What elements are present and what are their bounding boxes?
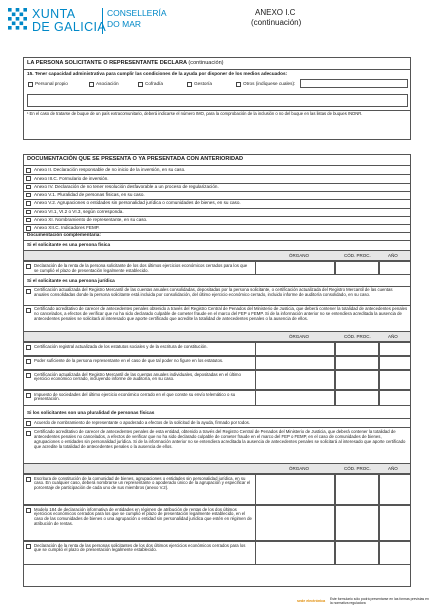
physical-organ-field[interactable] — [255, 261, 335, 275]
col-organ-3: ÓRGANO — [289, 466, 310, 471]
plural-doc-code-field[interactable] — [335, 505, 379, 541]
annex-checkbox[interactable] — [26, 193, 31, 198]
annex-checkbox[interactable] — [26, 176, 31, 181]
logo-divider — [102, 8, 103, 34]
section2-title: DOCUMENTACIÓN QUE SE PRESENTA O YA PRESENTADA CON ANTERIORIDAD — [27, 156, 244, 162]
option-others-checkbox[interactable] — [236, 82, 241, 87]
legal-doc-text: Poder suficiente de la persona representante en el caso de que tal poder no figure en los estatutos. — [34, 357, 224, 363]
annex-checkbox[interactable] — [26, 226, 31, 231]
physical-income-checkbox[interactable] — [26, 264, 31, 269]
legal-doc-organ-field[interactable] — [255, 356, 335, 370]
option-association-checkbox[interactable] — [89, 82, 94, 87]
option-others-label: Otros (indíquese cuales): — [243, 81, 296, 86]
legal-doc-checkbox[interactable] — [26, 393, 31, 398]
plural-penal-text: Certificado acreditativo de carecer de antecedentes penales de esta entidad, obtenido a través del Registro Central de Penados del Ministerio de Justicia, que deberá contener la totalidad de antecedentes penales no cancelados, a efectos de verificar que no ha sido declarado culpable de cometer fraude en el marco del FEP o FEMP, en el caso de comunidades de bienes, agrupaciones o entidades sin personalidad jurídica. Si de la información anterior no se entendiera acreditada la ausencia de antecedentes penales se solicitará al interesado que aporte certificado que acredite la totalidad de antecedentes penales o la ausencia de ellos. — [34, 429, 406, 449]
annex-label: Anexo VI.1, VI.2 o VI.3, según corresponda. — [34, 208, 124, 214]
dept-line2: DO MAR — [107, 19, 141, 29]
plural-doc-text: Escritura de constitución de la comunidad de bienes, agrupaciones o entidades sin personalidad jurídica, en su caso. En cualquier caso, deberá nombrarse un representante o apoderado único de la agrupación y especificar el porcentaje de participación de cada uno de sus miembros (anexo V.2). — [34, 475, 251, 491]
option-association-label: Asociación — [96, 81, 119, 86]
capacity-question: 15. Tener capacidad administrativa para cumplir las condiciones de la ayuda por disponer de los medios adecuados: — [27, 71, 288, 76]
legal-doc-year-field[interactable] — [379, 390, 411, 406]
legal-doc-year-field[interactable] — [379, 342, 411, 356]
option-cofradia-label: Cofradía — [145, 81, 163, 86]
col-code-3: CÓD. PROC. — [344, 466, 371, 471]
plural-doc-code-field[interactable] — [335, 541, 379, 565]
option-cofradia-checkbox[interactable] — [138, 82, 143, 87]
footer-note: Este formulario sólo podrá presentarse en las formas previstas en la normativa reguladora — [330, 597, 429, 605]
annex-label: Anexo V.2. Agrupaciones o entidades sin personalidad jurídica o comunidades de bienes, en su caso. — [34, 200, 241, 206]
plural-doc-code-field[interactable] — [335, 474, 379, 505]
plural-doc-text: Modelo 184 de declaración informativa de entidades en régimen de atribución de rentas de los dos últimos ejercicios económicos cerrados para los que se cumplió el plazo de presentación legalmente establecido, en el caso de las comunidades de bienes o una agrupación o entidad sin personalidad jurídica que estén en régimen de atribución de rentas. — [34, 506, 252, 527]
plural-penal-checkbox[interactable] — [26, 431, 31, 436]
physical-income-text: Declaración de la renta de la persona solicitante de los dos últimos ejercicios económicos cerrados para los que se cumplió el plazo de presentación legalmente establecido. — [34, 263, 248, 273]
plural-doc-checkbox[interactable] — [26, 544, 31, 549]
legal-doc-year-field[interactable] — [379, 356, 411, 370]
annex-label: Anexo XII.C. Indicadores FEMP. — [34, 225, 100, 231]
col-code-2: CÓD. PROC. — [344, 334, 371, 339]
imo-footnote: ¹ En el caso de tratarse de buque de un país extracomunitario, deberá indicarse el número IMO, para la comprobación de la inclusión o no del buque en las listas de buques INDNR. — [27, 111, 363, 116]
option-gestoria-checkbox[interactable] — [187, 82, 192, 87]
legal-doc-code-field[interactable] — [335, 342, 379, 356]
legal-penal-text: Certificado acreditativo de carecer de antecedentes penales obtenido a través del Registro Central de Penados del Ministerio de Justicia, que deberá contener la totalidad de antecedentes penales no cancelados, a efectos de verificar que no ha sido declarado culpable de cometer fraude en el marco del FEP o FEMP. Si de la información anterior no se entendiera acreditada la ausencia de antecedentes penales se solicitará al interesado que aporte certificado que acredite la totalidad de antecedentes penales o la ausencia de ellos. — [34, 306, 408, 321]
annex-label: Anexo IV. Declaración de no tener resolución desfavorable a un proceso de regularización. — [34, 183, 219, 189]
plural-subtitle: Si los solicitantes son una pluralidad de personas físicas — [27, 410, 155, 415]
legal-doc-code-field[interactable] — [335, 356, 379, 370]
annex-checkbox[interactable] — [26, 185, 31, 190]
legal-doc-checkbox[interactable] — [26, 359, 31, 364]
legal-doc-organ-field[interactable] — [255, 390, 335, 406]
plural-doc-organ-field[interactable] — [255, 474, 335, 505]
plural-doc-year-field[interactable] — [379, 505, 411, 541]
legal-doc-code-field[interactable] — [335, 370, 379, 390]
sede-badge: sede electrónica — [297, 599, 326, 603]
plural-doc-text: Declaración de la renta de las personas solicitantes de los dos últimos ejercicios económicos cerrados para los que se cumplió el plazo de presentación legalmente establecido. — [34, 542, 246, 553]
plural-agreement-checkbox[interactable] — [26, 421, 31, 426]
plural-doc-checkbox[interactable] — [26, 477, 31, 482]
physical-code-field[interactable] — [335, 261, 379, 275]
annex-label: Anexo V.1. Pluralidad de personas físicas, en su caso. — [34, 192, 145, 198]
legal-accounts-text: Certificación actualizada del Registro Mercantil de las cuentas anuales consolidadas, depositadas por la persona solicitante, o certificación actualizada del Registro Mercantil de las cuentas anuales consolidadas donde la persona solicitante está incluida por consolidación, del último ejercicio económico cerrado, incluido informe de auditoría consolidado, en su caso. — [34, 287, 393, 297]
capacity-free-field[interactable] — [27, 94, 408, 107]
legal-doc-text: Impuesto de sociedades del último ejercicio económico cerrado en el que conste su envío telemático o su presentación. — [34, 391, 236, 402]
plural-doc-year-field[interactable] — [379, 474, 411, 505]
physical-year-field[interactable] — [379, 261, 411, 275]
legal-accounts-checkbox[interactable] — [26, 289, 31, 294]
legal-penal-checkbox[interactable] — [26, 308, 31, 313]
option-gestoria-label: Gestoría — [194, 81, 212, 86]
legal-doc-year-field[interactable] — [379, 370, 411, 390]
physical-subtitle: Si el solicitante es una persona física — [27, 242, 111, 247]
annex-label: Anexo XI. Nombramiento de representante, en su caso. — [34, 217, 148, 222]
legal-doc-text: Certificación actualizada del Registro Mercantil de las cuentas anuales individuales, depositadas en el último ejercicio económico cerrado, incluyendo informe de auditoría, en su caso. — [34, 371, 241, 382]
plural-doc-organ-field[interactable] — [255, 505, 335, 541]
legal-doc-text: Certificación registral actualizada de los estatutos sociales y de la escritura de constitución. — [34, 343, 208, 349]
col-year-2: AÑO — [388, 334, 398, 339]
col-organ-2: ÓRGANO — [289, 334, 310, 339]
legal-doc-checkbox[interactable] — [26, 373, 31, 378]
legal-doc-code-field[interactable] — [335, 390, 379, 406]
others-text-field[interactable] — [300, 79, 408, 88]
dept-line1: CONSELLERÍA — [107, 8, 167, 18]
brand-line1: XUNTA — [32, 7, 76, 21]
annex-checkbox[interactable] — [26, 218, 31, 223]
col-year-1: AÑO — [388, 253, 398, 258]
option-personal-label: Personal propio — [35, 81, 68, 86]
col-organ-1: ÓRGANO — [289, 253, 310, 258]
plural-doc-year-field[interactable] — [379, 541, 411, 565]
option-personal-checkbox[interactable] — [28, 82, 33, 87]
legal-subtitle: Si el solicitante es una persona jurídica — [27, 278, 115, 283]
section1-title: LA PERSONA SOLICITANTE O REPRESENTANTE DECLARA (continuación) — [27, 60, 224, 66]
legal-doc-organ-field[interactable] — [255, 342, 335, 356]
galicia-flag-icon — [8, 8, 27, 30]
annex-label: Anexo III.C. Formulario de inversión. — [34, 175, 109, 181]
annex-label: Anexo II. Declaración responsable de no inicio de la inversión, en su caso. — [34, 167, 186, 173]
annex-checkbox[interactable] — [26, 210, 31, 215]
plural-doc-checkbox[interactable] — [26, 508, 31, 513]
annex-title: ANEXO I.C — [255, 8, 296, 17]
legal-doc-organ-field[interactable] — [255, 370, 335, 390]
complementary-title: Documentación complementaria: — [27, 232, 101, 237]
col-code-1: CÓD. PROC. — [344, 253, 371, 258]
annex-checkbox[interactable] — [26, 201, 31, 206]
annex-subtitle: (continuación) — [251, 18, 302, 27]
legal-doc-checkbox[interactable] — [26, 345, 31, 350]
plural-doc-organ-field[interactable] — [255, 541, 335, 565]
annex-checkbox[interactable] — [26, 168, 31, 173]
brand-line2: DE GALICIA — [32, 20, 107, 34]
plural-agreement-text: Acuerdo de nombramiento de representante o apoderado a efectos de la solicitud de la ayuda, firmado por todos. — [34, 420, 250, 425]
col-year-3: AÑO — [388, 466, 398, 471]
